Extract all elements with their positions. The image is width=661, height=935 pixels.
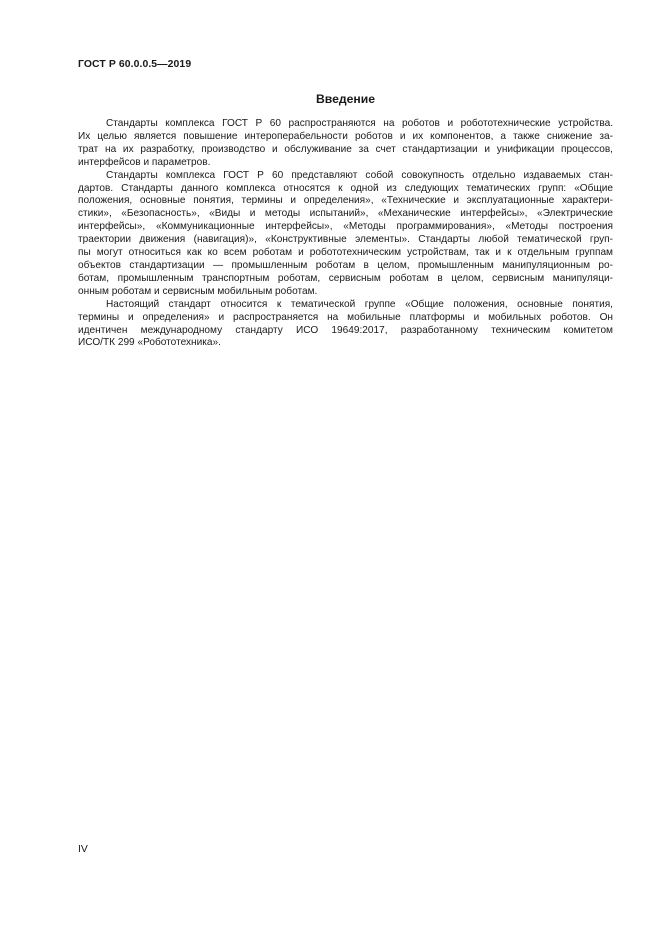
- paragraph-line: дартов. Стандарты данного комплекса относятся к одной из следующих тематических групп: «Общие: [78, 182, 613, 194]
- document-body: [78, 118, 613, 350]
- paragraph-line: ботам, промышленным транспортным роботам, сервисным роботам в целом, сервисным манипуляци-: [78, 272, 613, 284]
- paragraph-line: пы могут относиться как ко всем роботам и робототехническим устройствам, так и к отдельным группам: [78, 247, 613, 259]
- paragraph-line: Их целью является повышение интероперабельности роботов и их компонентов, а также снижение за-: [78, 130, 613, 142]
- paragraph-line: интерфейсов и параметров.: [78, 156, 211, 168]
- paragraph-line: стики», «Безопасность», «Виды и методы испытаний», «Механические интерфейсы», «Электрические: [78, 208, 613, 220]
- document-code-header: ГОСТ Р 60.0.0.5—2019: [78, 59, 192, 70]
- paragraph-line: Стандарты комплекса ГОСТ Р 60 распространяются на роботов и робототехнические устройства.: [106, 118, 613, 129]
- page-number: IV: [78, 844, 88, 855]
- paragraph-line: Настоящий стандарт относится к тематической группе «Общие положения, основные понятия,: [106, 298, 613, 310]
- paragraph-line: Стандарты комплекса ГОСТ Р 60 представляют собой совокупность отдельно издаваемых стан-: [106, 169, 613, 181]
- section-title: Введение: [315, 92, 376, 106]
- paragraph-line: термины и определения» и распространяется на мобильные платформы и мобильных роботов. Он: [78, 311, 613, 323]
- paragraph-2: [78, 170, 613, 299]
- paragraph-1: [78, 118, 613, 170]
- paragraph-line: объектов стандартизации — промышленным роботам в целом, промышленным манипуляционным ро-: [78, 259, 613, 271]
- paragraph-line: онным роботам и сервисным мобильным роботам.: [78, 285, 318, 297]
- paragraph-line: положения, основные понятия, термины и определения», «Технические и эксплуатационные характери-: [78, 195, 613, 207]
- paragraph-3: [78, 299, 613, 351]
- paragraph-line: идентичен международному стандарту ИСО 19649:2017, разработанному техническим комитетом: [78, 324, 613, 336]
- paragraph-line: трат на их разработку, производство и обслуживание за счет стандартизации и унификации процессов,: [78, 143, 613, 155]
- paragraph-line: траектории движения (навигация)», «Конструктивные элементы». Стандарты любой тематической груп-: [78, 234, 613, 246]
- paragraph-line: ИСО/ТК 299 «Робототехника».: [78, 337, 221, 349]
- paragraph-line: интерфейсы», «Коммуникационные интерфейсы», «Методы программирования», «Методы построения: [78, 221, 613, 233]
